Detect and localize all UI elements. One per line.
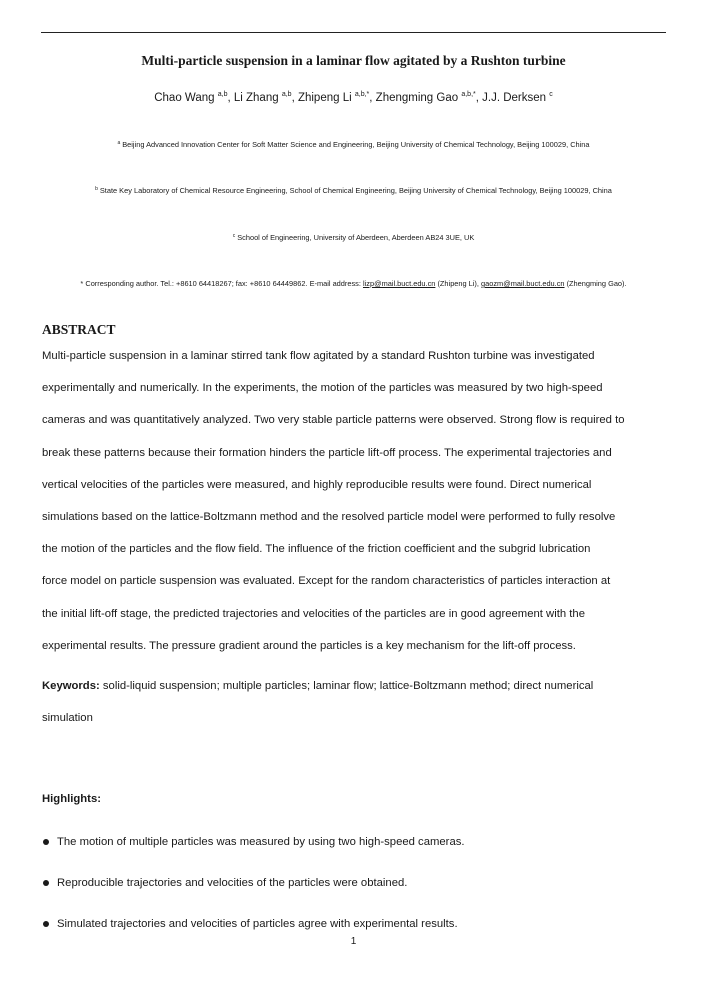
abstract-body (42, 347, 667, 669)
abstract-line: the initial lift-off stage, the predicted trajectories and velocities of the particles are in good agreement with the (42, 607, 585, 620)
keywords-text: solid-liquid suspension; multiple particles; laminar flow; lattice-Boltzmann method; direct numerical (99, 680, 594, 692)
affiliation-b: $^b$ State Key Laboratory of Chemical Resource Engineering, School of Chemical Engineering, Beijing University of Chemical Technology, Beijing 100029, China (95, 186, 612, 195)
header-rule (41, 32, 666, 33)
bullet-icon (43, 839, 49, 845)
page-number: 1 (350, 936, 357, 947)
author-list (0, 91, 707, 104)
keywords-text: simulation (42, 712, 93, 725)
abstract-line: experimental results. The pressure gradient around the particles is a key mechanism for the lift-off process. (42, 639, 576, 652)
email-link[interactable]: lizp@mail.buct.edu.cn (362, 279, 436, 288)
abstract-line: cameras and was quantitatively analyzed. Two very stable particle patterns were observed. Strong flow is required to (42, 414, 625, 427)
keywords-label: Keywords: (42, 680, 100, 692)
abstract-line: break these patterns because their formation hinders the particle lift-off process. The experimental trajectories and (42, 446, 612, 459)
keywords (42, 677, 667, 741)
abstract-line: the motion of the particles and the flow field. The influence of the friction coefficient and the subgrid lubrication (42, 543, 591, 556)
author: Chao Wang $^{a,b}$, (154, 91, 234, 104)
highlight-item: Simulated trajectories and velocities of particles agree with experimental results. (42, 915, 667, 956)
author: J.J. Derksen $^c$ (482, 91, 553, 104)
affiliation-a: $^a$ Beijing Advanced Innovation Center for Soft Matter Science and Engineering, Beijing University of Chemical Technology, Beijing 100029, China (117, 140, 590, 149)
highlight-item: Reproducible trajectories and velocities of the particles were obtained. (42, 874, 667, 915)
email-link[interactable]: gaozm@mail.buct.edu.cn (481, 279, 565, 288)
affiliation-c: $^c$ School of Engineering, University of Aberdeen, Aberdeen AB24 3UE, UK (232, 233, 475, 242)
bullet-icon (43, 921, 49, 927)
abstract-heading: ABSTRACT (42, 322, 116, 337)
abstract-line: experimentally and numerically. In the experiments, the motion of the particles was measured by two high-speed (42, 382, 603, 395)
author: Zhengming Gao $^{a,b,*}$, (375, 91, 483, 104)
bullet-icon (43, 880, 49, 886)
abstract-line: simulations based on the lattice-Boltzmann method and the resolved particle model were performed to fully resolve (42, 510, 616, 523)
author: Zhipeng Li $^{a,b,*}$, (297, 91, 376, 104)
highlight-item: The motion of multiple particles was measured by using two high-speed cameras. (42, 833, 667, 874)
highlights-heading: Highlights: (42, 793, 101, 805)
paper-title: Multi-particle suspension in a laminar flow agitated by a Rushton turbine (141, 53, 566, 68)
abstract-line: force model on particle suspension was evaluated. Except for the random characteristics of particles interaction at (42, 575, 611, 588)
abstract-line: vertical velocities of the particles were measured, and highly reproducible results were found. Direct numerical (42, 478, 592, 491)
author: Li Zhang $^{a,b}$, (233, 91, 298, 104)
abstract-line: Multi-particle suspension in a laminar stirred tank flow agitated by a standard Rushton turbine was investigated (42, 350, 595, 362)
corresponding-author-note: * Corresponding author. Tel.: +8610 64418267; fax: +8610 64449862. E-mail address: lizp@mail.buct.edu.cn (Zhipeng Li), gaozm@mail.buct.edu.cn (Zhengming Gao). (80, 279, 627, 288)
